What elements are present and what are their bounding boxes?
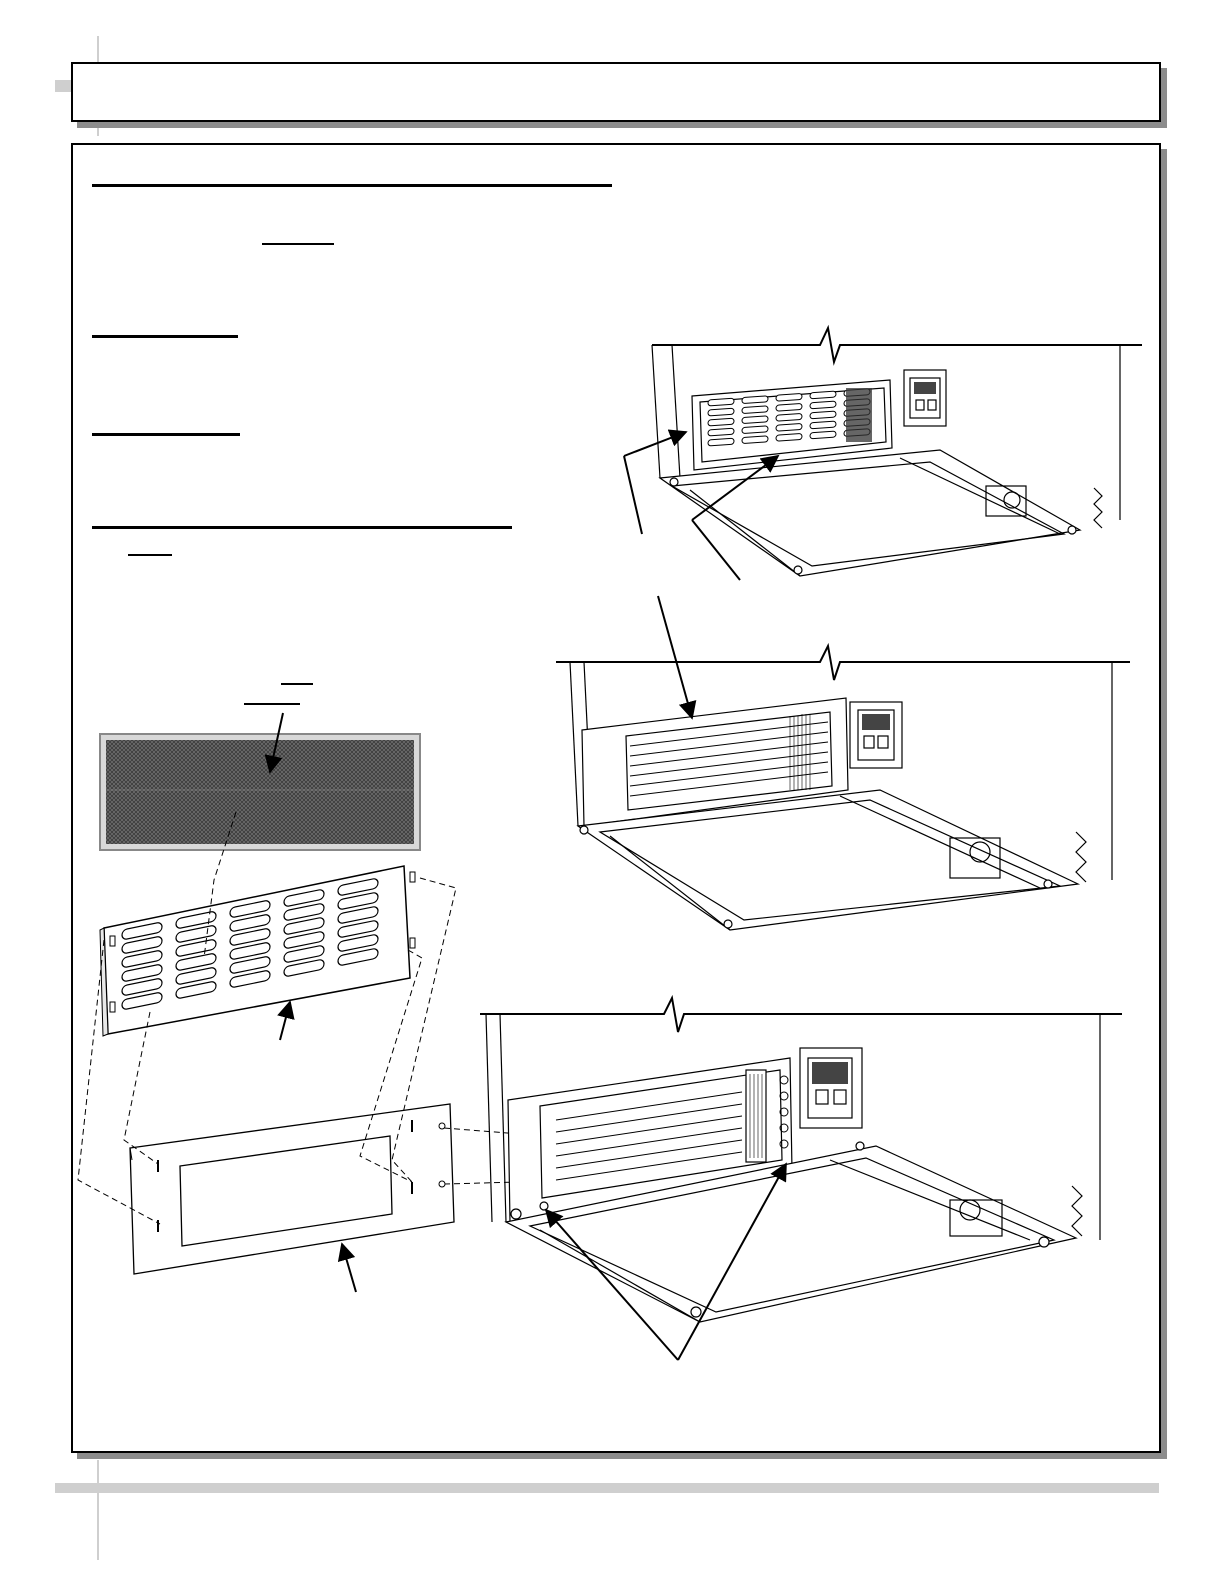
callout-arrow-grille — [280, 1002, 290, 1040]
callout-arrow-1a — [624, 432, 686, 456]
filter-frame-figure — [130, 1104, 454, 1274]
louvered-grille-figure — [100, 866, 415, 1036]
cabinet-view-3-figure — [480, 998, 1122, 1322]
cabinet-view-2-figure — [556, 646, 1130, 930]
cabinet-view-1-figure — [652, 328, 1142, 576]
filter-element-figure — [100, 734, 420, 850]
callout-arrow-frame — [342, 1244, 356, 1292]
callout-leader-1a — [624, 456, 642, 534]
callout-arrow-2 — [658, 596, 692, 718]
